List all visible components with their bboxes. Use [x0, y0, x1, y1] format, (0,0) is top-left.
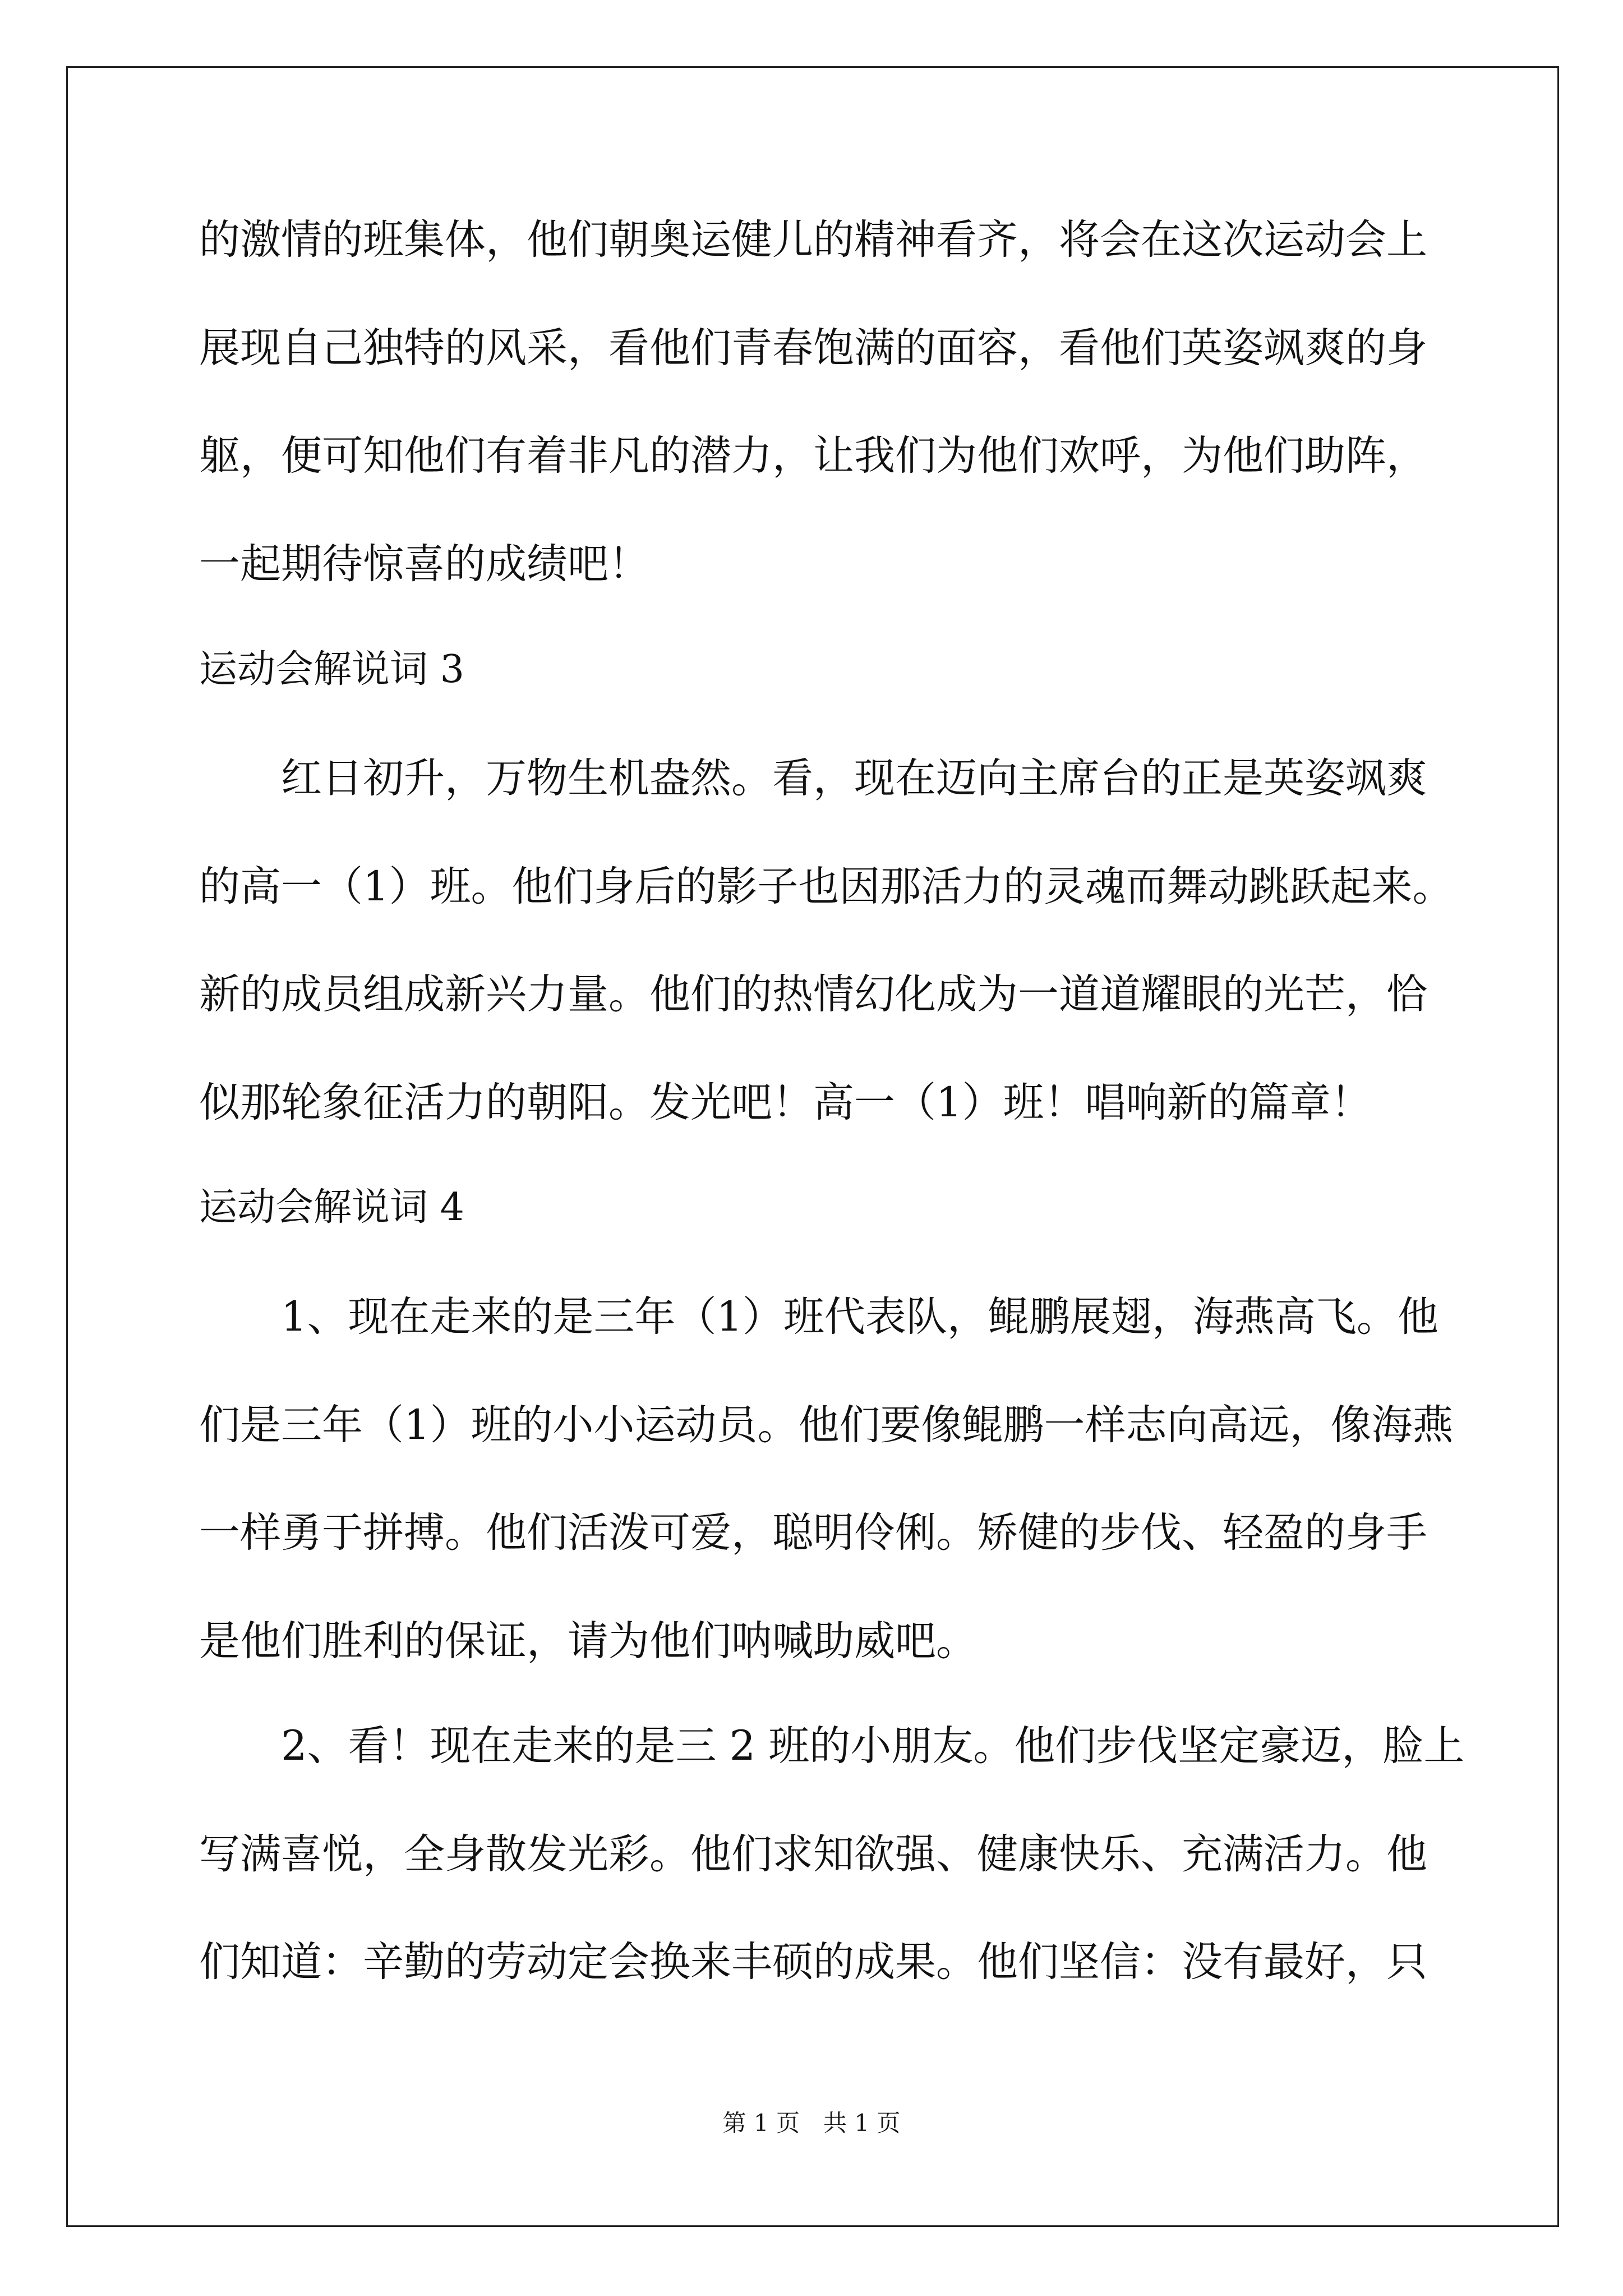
paragraph-line: 们是三年（1）班的小小运动员。他们要像鲲鹏一样志向高远，像海燕 [199, 1401, 1454, 1449]
paragraph-line: 的激情的班集体，他们朝奥运健儿的精神看齐，将会在这次运动会上 [199, 216, 1427, 264]
paragraph-line: 们知道：辛勤的劳动定会换来丰硕的成果。他们坚信：没有最好，只 [199, 1938, 1427, 1986]
paragraph-line: 红日初升，万物生机盎然。看，现在迈向主席台的正是英姿飒爽 [281, 754, 1427, 802]
paragraph-line: 展现自己独特的风采，看他们青春饱满的面容，看他们英姿飒爽的身 [199, 324, 1427, 372]
paragraph-line: 2、看！现在走来的是三 2 班的小朋友。他们步伐坚定豪迈，脸上 [281, 1722, 1465, 1770]
section-heading: 运动会解说词 3 [199, 647, 464, 692]
paragraph-line: 1、现在走来的是三年（1）班代表队，鲲鹏展翅，海燕高飞。他 [281, 1293, 1438, 1341]
paragraph-line: 躯，便可知他们有着非凡的潜力，让我们为他们欢呼，为他们助阵， [199, 432, 1427, 480]
page-border [66, 66, 1559, 2227]
paragraph-line: 的高一（1）班。他们身后的影子也因那活力的灵魂而舞动跳跃起来。 [199, 863, 1454, 910]
paragraph-line: 新的成员组成新兴力量。他们的热情幻化成为一道道耀眼的光芒，恰 [199, 970, 1427, 1018]
paragraph-line: 似那轮象征活力的朝阳。发光吧！高一（1）班！唱响新的篇章！ [199, 1079, 1372, 1126]
paragraph-line: 一样勇于拼搏。他们活泼可爱，聪明伶俐。矫健的步伐、轻盈的身手 [199, 1509, 1427, 1557]
paragraph-line: 写满喜悦，全身散发光彩。他们求知欲强、健康快乐、充满活力。他 [199, 1830, 1427, 1878]
paragraph-line: 一起期待惊喜的成绩吧！ [199, 540, 649, 588]
section-heading: 运动会解说词 4 [199, 1185, 464, 1230]
paragraph-line: 是他们胜利的保证，请为他们呐喊助威吧。 [199, 1617, 977, 1665]
page-footer: 第 1 页 共 1 页 [722, 2109, 901, 2137]
